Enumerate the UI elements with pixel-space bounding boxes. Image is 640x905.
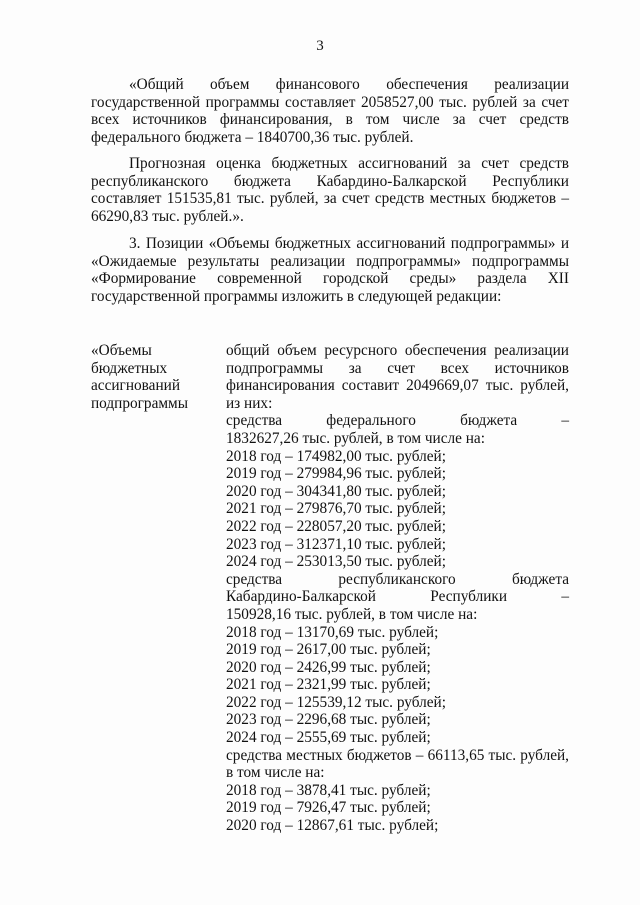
republic-year-line: 2018 год – 13170,69 тыс. рублей; bbox=[226, 623, 439, 641]
local-year-line: 2019 год – 7926,47 тыс. рублей; bbox=[226, 799, 431, 817]
federal-year-line: 2024 год – 253013,50 тыс. рублей; bbox=[226, 553, 446, 571]
republic-year-line: 2022 год – 125539,12 тыс. рублей; bbox=[226, 693, 446, 711]
republic-year-line: 2020 год – 2426,99 тыс. рублей; bbox=[226, 658, 431, 676]
local-heading: средства местных бюджетов – 66113,65 тыс. рублей, bbox=[226, 746, 569, 764]
republic-year-line: 2023 год – 2296,68 тыс. рублей; bbox=[226, 711, 431, 729]
federal-total: 1832627,26 тыс. рублей, в том числе на: bbox=[226, 429, 485, 447]
local-total: в том числе на: bbox=[226, 764, 325, 782]
republic-year-line: 2024 год – 2555,69 тыс. рублей; bbox=[226, 729, 431, 747]
paragraph-forecast-estimate: Прогнозная оценка бюджетных ассигнований за счет средств республиканского бюджета Кабардино-Балкарской Республики составляет 151535,81 тыс. рублей, за счет средств местных бюджетов – 66290,83 тыс. рублей.». bbox=[91, 155, 569, 225]
left-label-line: ассигнований bbox=[91, 377, 181, 395]
left-label-line: подпрограммы bbox=[91, 394, 189, 412]
federal-year-line: 2018 год – 174982,00 тыс. рублей; bbox=[226, 447, 446, 465]
republic-heading: средства республиканского бюджета bbox=[226, 570, 569, 588]
table-left-label bbox=[91, 342, 216, 412]
federal-year-line: 2023 год – 312371,10 тыс. рублей; bbox=[226, 535, 446, 553]
total-funding-text: общий объем ресурсного обеспечения реализации подпрограммы за счет всех источников финансирования составит 2049669,07 тыс. рублей, из них: bbox=[226, 342, 569, 412]
federal-year-line: 2019 год – 279984,96 тыс. рублей; bbox=[226, 465, 446, 483]
federal-heading: средства федерального бюджета – bbox=[226, 412, 569, 430]
page-number: 3 bbox=[316, 38, 324, 54]
left-label-line: «Объемы bbox=[91, 342, 152, 359]
republic-total: 150928,16 тыс. рублей, в том числе на: bbox=[226, 605, 478, 623]
federal-year-line: 2021 год – 279876,70 тыс. рублей; bbox=[226, 500, 446, 518]
table-right-content bbox=[226, 342, 569, 835]
local-year-line: 2020 год – 12867,61 тыс. рублей; bbox=[226, 817, 439, 835]
republic-year-line: 2021 год – 2321,99 тыс. рублей; bbox=[226, 676, 431, 694]
federal-year-line: 2020 год – 304341,80 тыс. рублей; bbox=[226, 482, 446, 500]
left-label-line: бюджетных bbox=[91, 359, 168, 377]
paragraph-total-funding: «Общий объем финансового обеспечения реализации государственной программы составляет 2058527,00 тыс. рублей за счет всех источников финансирования, в том числе за счет средств федерального бюджета – 1840700,36 тыс. рублей. bbox=[91, 76, 569, 146]
republic-year-line: 2019 год – 2617,00 тыс. рублей; bbox=[226, 641, 431, 659]
federal-year-line: 2022 год – 228057,20 тыс. рублей; bbox=[226, 517, 446, 535]
paragraph-position-change: 3. Позиции «Объемы бюджетных ассигнований подпрограммы» и «Ожидаемые результаты реализации подпрограммы» подпрограммы «Формирование современной городской среды» раздела XII государственной программы изложить в следующей редакции: bbox=[91, 235, 569, 305]
republic-heading: Кабардино-Балкарской Республики – bbox=[226, 588, 569, 606]
local-year-line: 2018 год – 3878,41 тыс. рублей; bbox=[226, 781, 431, 799]
